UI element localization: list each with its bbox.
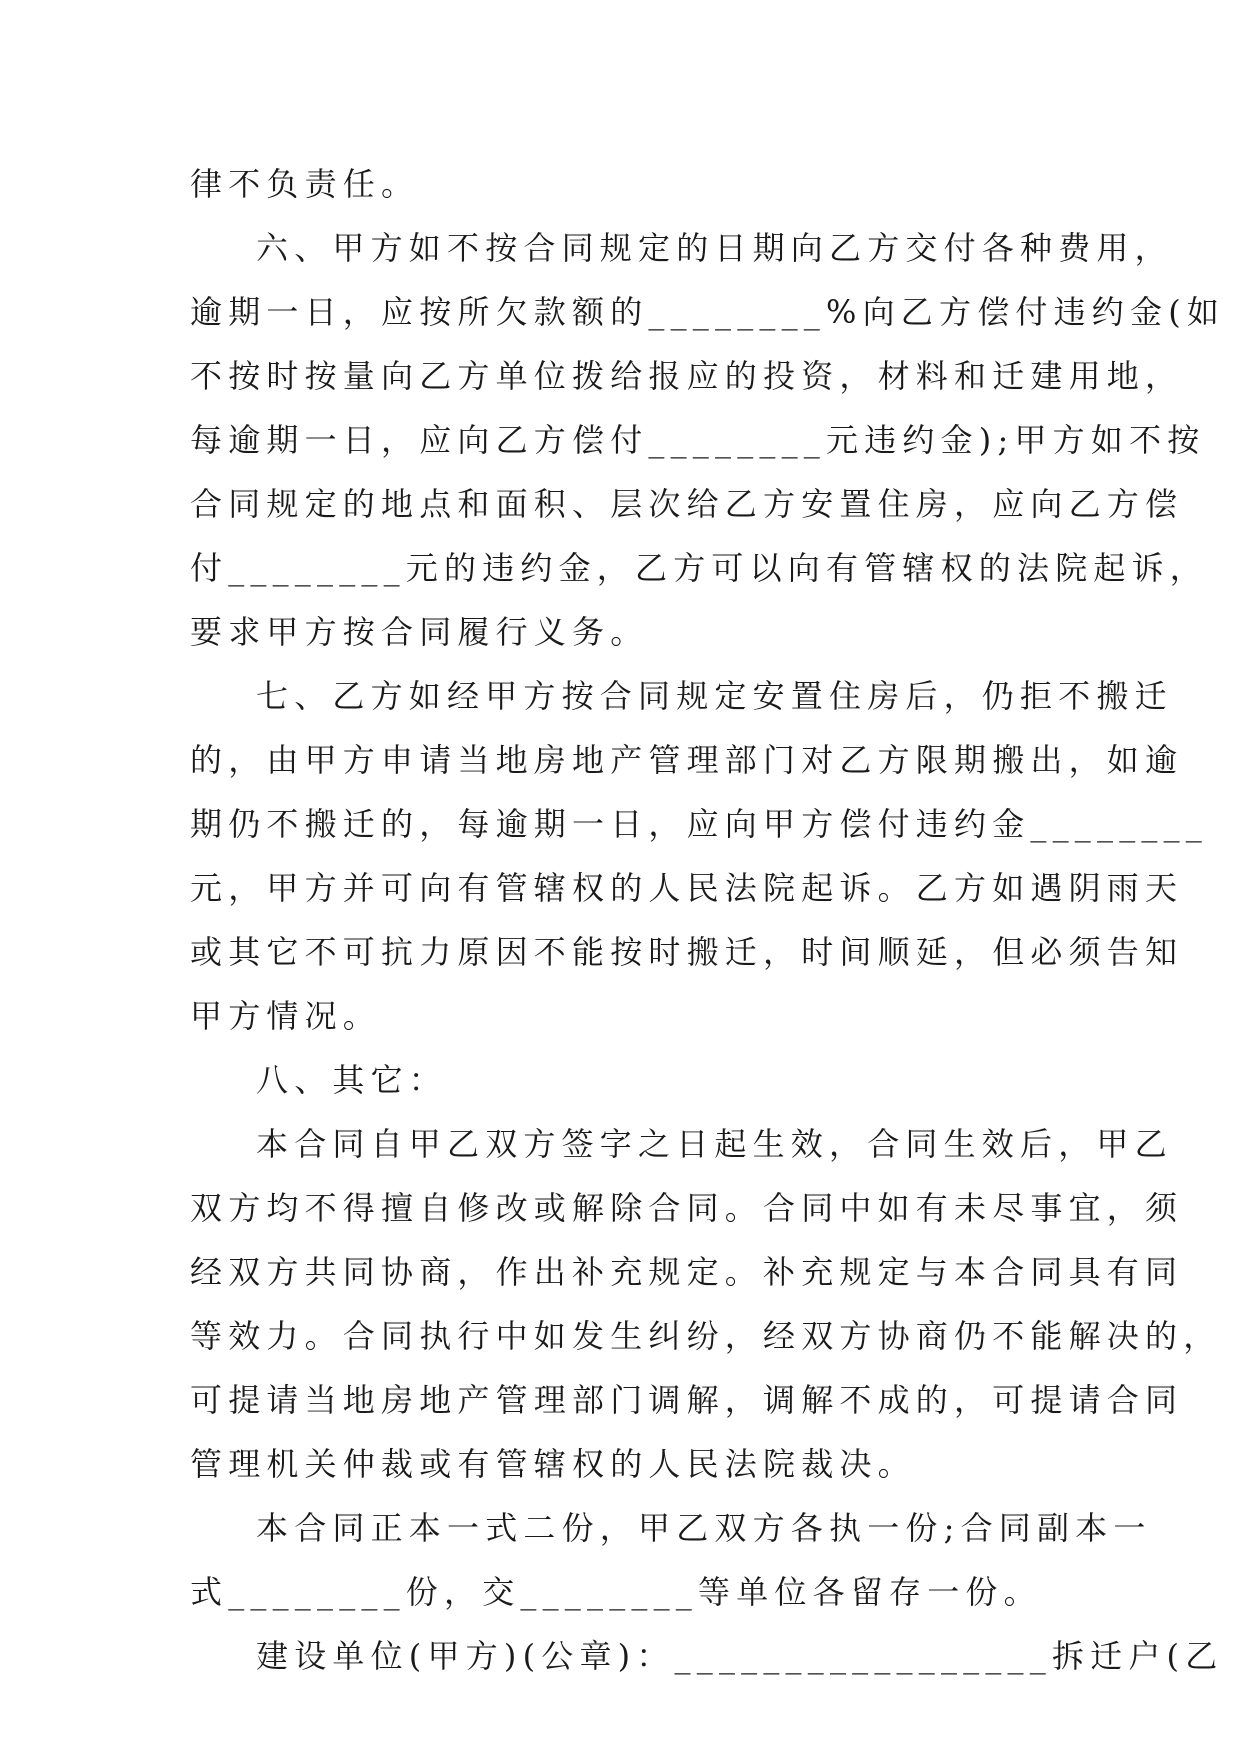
text-line: 要求甲方按合同履行义务。 — [190, 613, 649, 651]
text-line: 付________元的违约金，乙方可以向有管辖权的法院起诉， — [190, 549, 1209, 587]
paragraph-start-line: 本合同自甲乙双方签字之日起生效，合同生效后，甲乙 — [256, 1125, 1173, 1163]
text-line: 或其它不可抗力原因不能按时搬迁，时间顺延，但必须告知 — [190, 933, 1184, 971]
text-line: 的，由甲方申请当地房地产管理部门对乙方限期搬出，如逾 — [190, 741, 1184, 779]
text-line: 等效力。合同执行中如发生纠纷，经双方协商仍不能解决的， — [190, 1317, 1222, 1355]
text-line: 合同规定的地点和面积、层次给乙方安置住房，应向乙方偿 — [190, 485, 1184, 523]
paragraph-start-line: 本合同正本一式二份，甲乙双方各执一份;合同副本一 — [256, 1509, 1152, 1547]
text-line: 可提请当地房地产管理部门调解，调解不成的，可提请合同 — [190, 1381, 1184, 1419]
text-line: 律不负责任。 — [190, 165, 420, 203]
clause-eight-heading: 八、其它： — [256, 1061, 448, 1099]
signature-line: 建设单位(甲方)(公章)：_________________拆迁户(乙 — [256, 1637, 1224, 1675]
clause-seven-heading-line: 七、乙方如经甲方按合同规定安置住房后，仍拒不搬迁 — [256, 677, 1173, 715]
text-line: 逾期一日，应按所欠款额的________%向乙方偿付违约金(如 — [190, 293, 1226, 331]
text-line: 元，甲方并可向有管辖权的人民法院起诉。乙方如遇阴雨天 — [190, 869, 1184, 907]
text-line: 式________份，交________等单位各留存一份。 — [190, 1573, 1042, 1611]
text-line: 经双方共同协商，作出补充规定。补充规定与本合同具有同 — [190, 1253, 1184, 1291]
document-body — [190, 152, 1226, 1688]
text-line: 期仍不搬迁的，每逾期一日，应向甲方偿付违约金________ — [190, 805, 1209, 843]
text-line: 甲方情况。 — [190, 997, 382, 1035]
text-line: 管理机关仲裁或有管辖权的人民法院裁决。 — [190, 1445, 916, 1483]
text-line: 每逾期一日，应向乙方偿付________元违约金);甲方如不按 — [190, 421, 1206, 459]
text-line: 不按时按量向乙方单位拨给报应的投资，材料和迁建用地， — [190, 357, 1184, 395]
text-line: 双方均不得擅自修改或解除合同。合同中如有未尽事宜，须 — [190, 1189, 1184, 1227]
clause-six-heading-line: 六、甲方如不按合同规定的日期向乙方交付各种费用， — [256, 229, 1173, 267]
